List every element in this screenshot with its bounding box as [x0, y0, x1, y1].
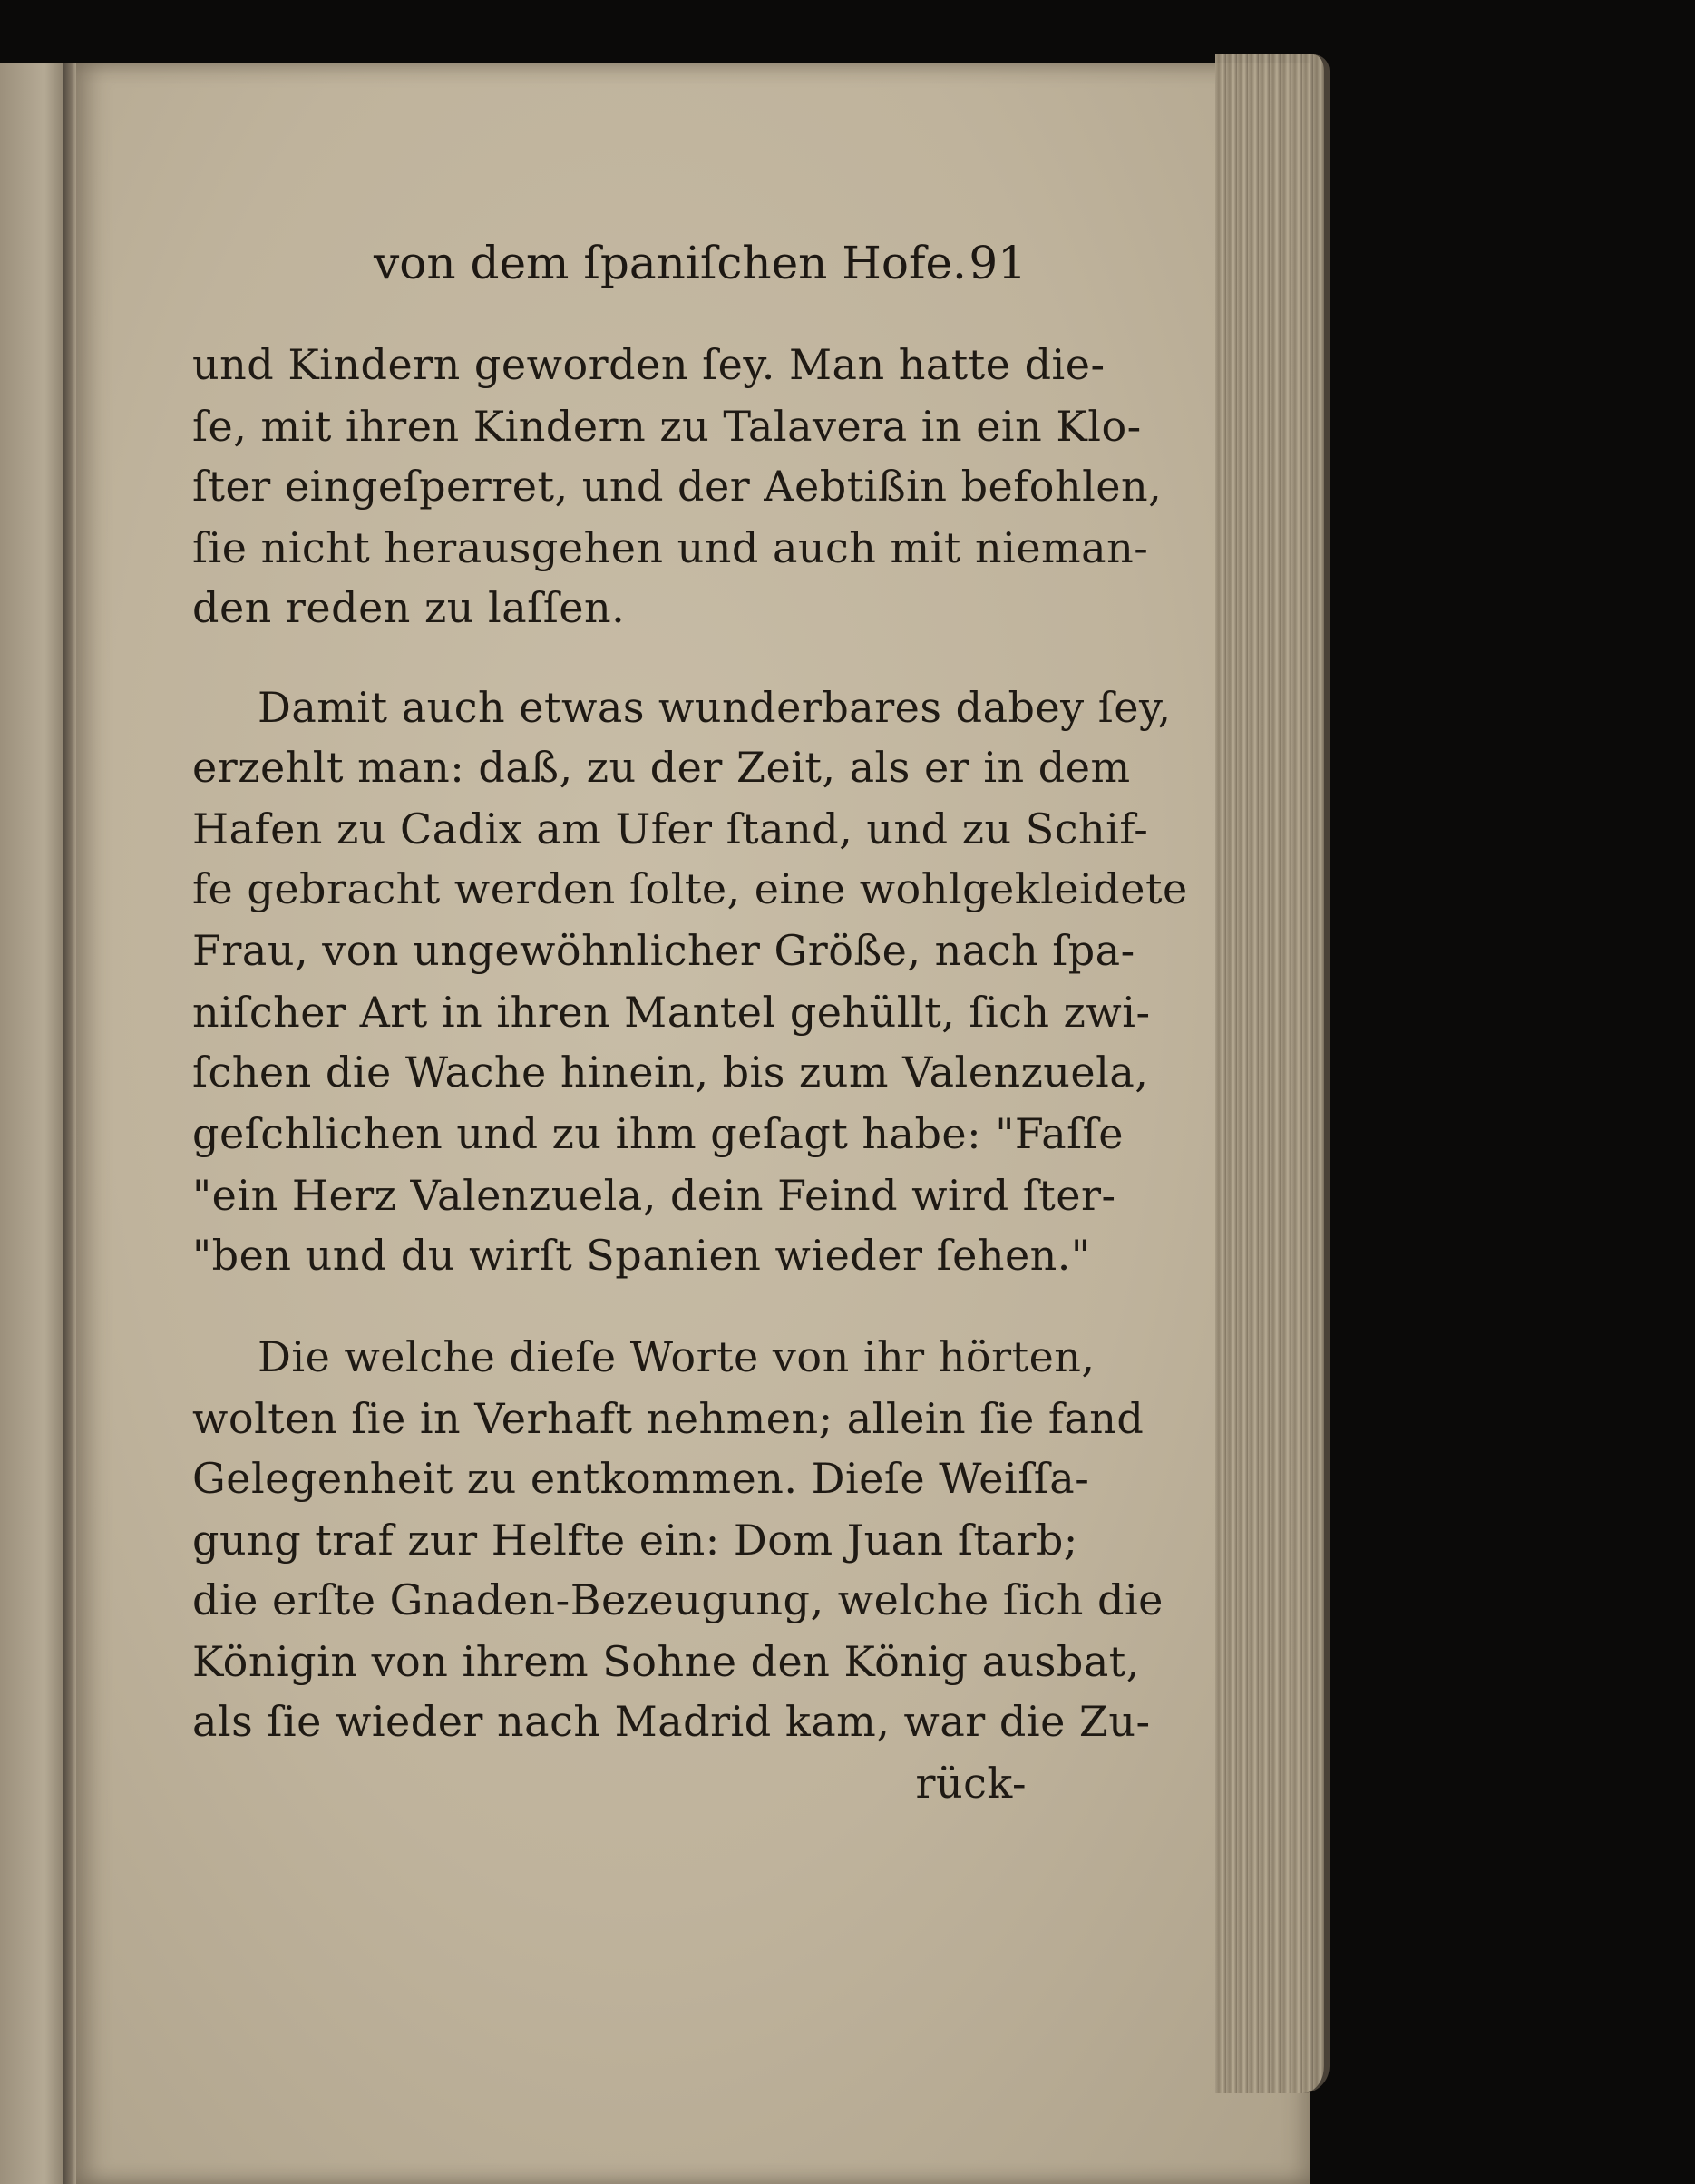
- text-line: die erſte Gnaden-Bezeugung, welche ſich die: [192, 1575, 1164, 1624]
- text-line: fe gebracht werden ſolte, eine wohlgekleidete: [192, 864, 1188, 913]
- text-line: Gelegenheit zu entkommen. Dieſe Weiſſa-: [192, 1454, 1090, 1503]
- paragraph-start-line: Die welche dieſe Worte von ihr hörten,: [258, 1332, 1096, 1381]
- text-line: ſe, mit ihren Kindern zu Talavera in ein Klo-: [192, 402, 1142, 451]
- text-line: "ein Herz Valenzuela, dein Feind wird ſter-: [192, 1171, 1116, 1220]
- text-line: als ſie wieder nach Madrid kam, war die Zu-: [192, 1697, 1151, 1746]
- text-line: Hafen zu Cadix am Ufer ſtand, und zu Schif-: [192, 804, 1149, 853]
- text-line: ſie nicht herausgehen und auch mit nieman-: [192, 523, 1149, 572]
- book-gutter: [63, 63, 76, 2184]
- running-head: [374, 231, 1027, 304]
- text-line: Frau, von ungewöhnlicher Größe, nach ſpa-: [192, 926, 1135, 975]
- catchword: rück-: [915, 1759, 1027, 1808]
- paragraph-start-line: Damit auch etwas wunderbares dabey ſey,: [258, 683, 1172, 732]
- text-line: den reden zu laſſen.: [192, 583, 626, 632]
- page-stack-edges: [1215, 54, 1330, 2093]
- running-title: von dem ſpaniſchen Hofe.: [374, 237, 967, 289]
- page-number: 91: [969, 237, 1027, 289]
- text-line: niſcher Art in ihren Mantel gehüllt, ſich zwi-: [192, 988, 1151, 1037]
- facing-page-edge: [0, 63, 66, 2184]
- text-line: erzehlt man: daß, zu der Zeit, als er in dem: [192, 743, 1131, 792]
- text-line: und Kindern geworden ſey. Man hatte die-: [192, 340, 1106, 389]
- text-line: "ben und du wirſt Spanien wieder ſehen.": [192, 1231, 1091, 1280]
- text-line: gung traf zur Helfte ein: Dom Juan ſtarb;: [192, 1516, 1078, 1565]
- text-line: ſchen die Wache hinein, bis zum Valenzuela,: [192, 1048, 1149, 1097]
- text-line: ſter eingeſperret, und der Aebtißin befohlen,: [192, 462, 1163, 511]
- text-line: wolten ſie in Verhaft nehmen; allein ſie fand: [192, 1394, 1145, 1443]
- text-line: geſchlichen und zu ihm geſagt habe: "Faſſe: [192, 1109, 1124, 1158]
- text-line: Königin von ihrem Sohne den König ausbat,: [192, 1637, 1140, 1686]
